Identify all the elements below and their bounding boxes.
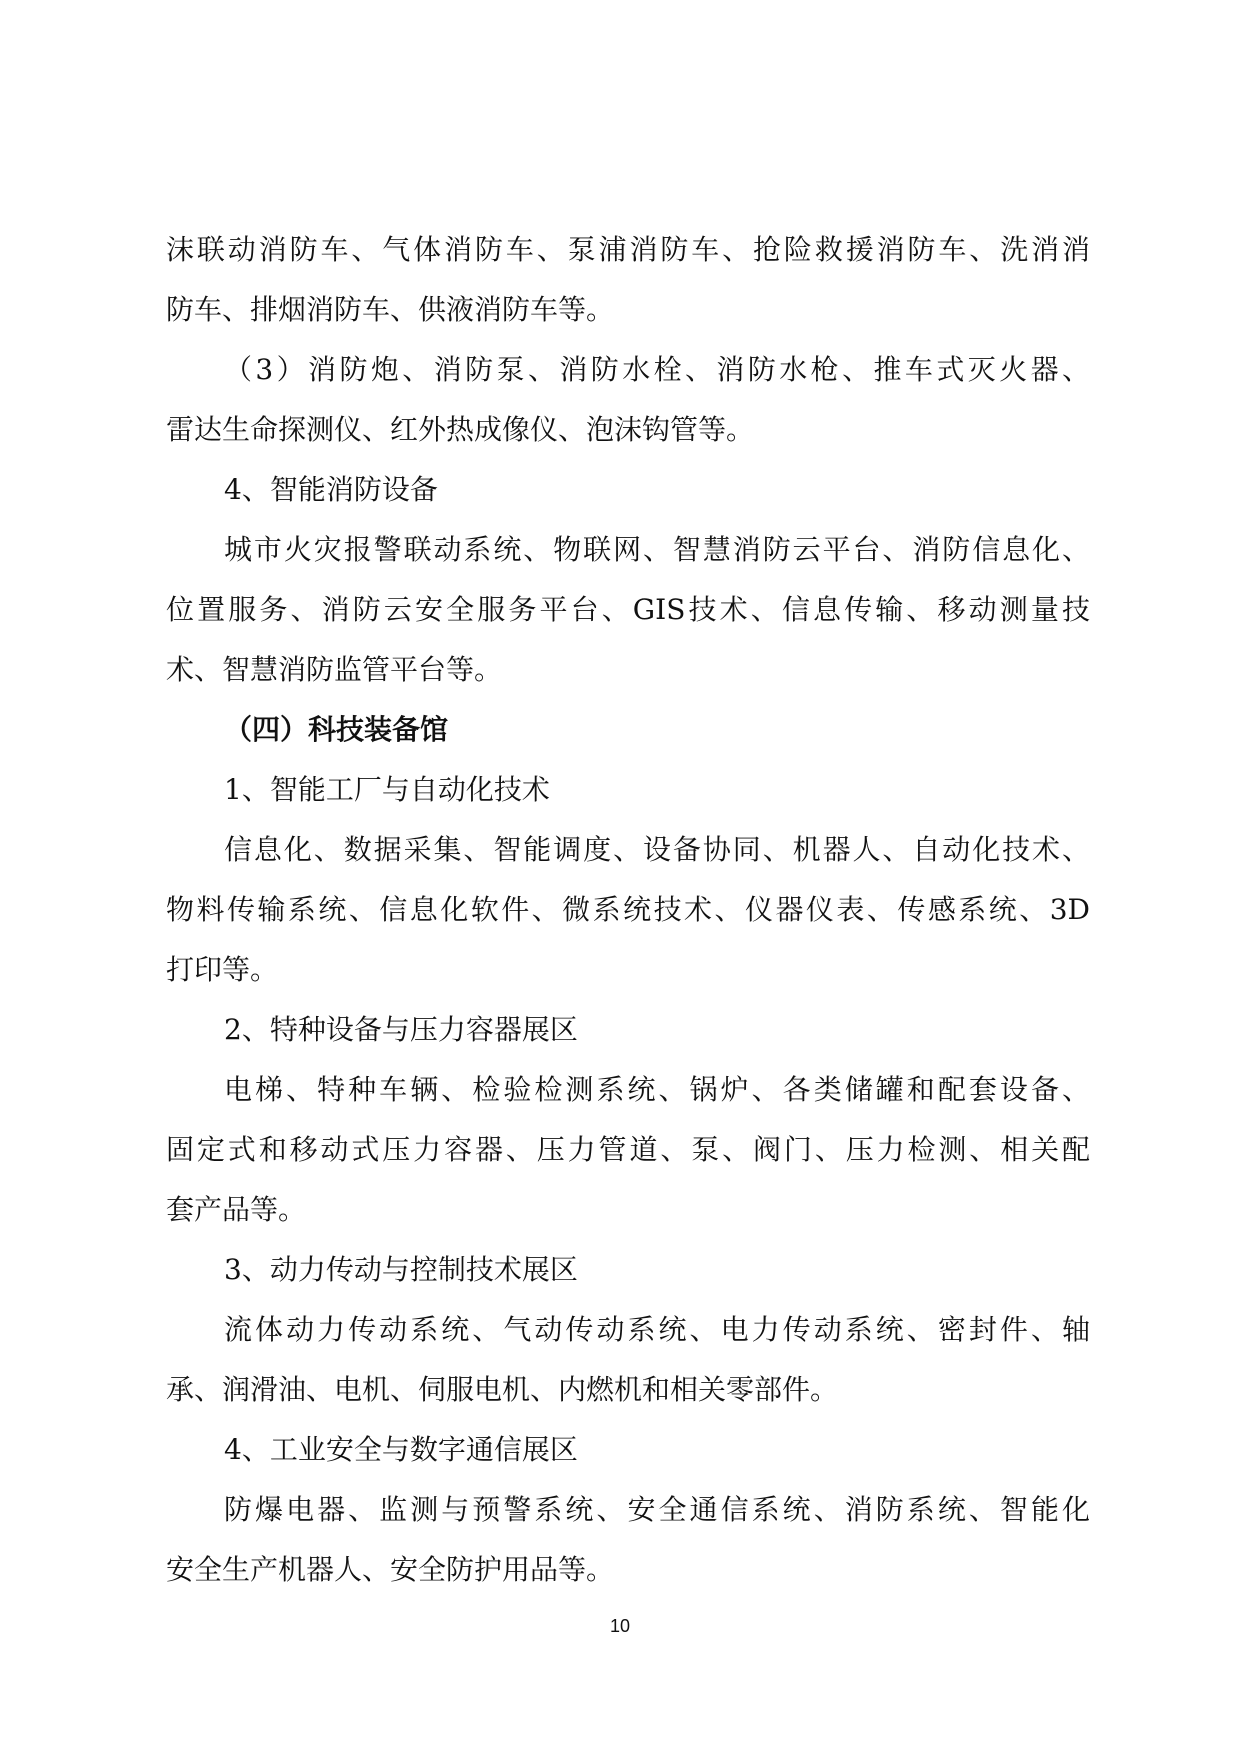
body-line: 承、润滑油、电机、伺服电机、内燃机和相关零部件。 — [166, 1373, 839, 1406]
body-line: 防车、排烟消防车、供液消防车等。 — [166, 293, 615, 326]
section-subheading: 4、智能消防设备 — [224, 473, 438, 506]
section-heading: （四）科技装备馆 — [224, 713, 449, 746]
body-line: 信息化、数据采集、智能调度、设备协同、机器人、自动化技术、 — [224, 833, 1090, 866]
section-subheading: 4、工业安全与数字通信展区 — [224, 1433, 578, 1466]
body-line: （3）消防炮、消防泵、消防水栓、消防水枪、推车式灭火器、 — [224, 353, 1090, 386]
body-line: 固定式和移动式压力容器、压力管道、泵、阀门、压力检测、相关配 — [166, 1133, 1090, 1166]
section-subheading: 3、动力传动与控制技术展区 — [224, 1253, 578, 1286]
body-line: 打印等。 — [166, 953, 279, 986]
body-line: 术、智慧消防监管平台等。 — [166, 653, 503, 686]
body-line: 雷达生命探测仪、红外热成像仪、泡沫钩管等。 — [166, 413, 755, 446]
section-subheading: 1、智能工厂与自动化技术 — [224, 773, 550, 806]
body-line: 城市火灾报警联动系统、物联网、智慧消防云平台、消防信息化、 — [224, 533, 1090, 566]
body-line: 安全生产机器人、安全防护用品等。 — [166, 1553, 615, 1586]
body-line: 流体动力传动系统、气动传动系统、电力传动系统、密封件、轴 — [224, 1313, 1090, 1346]
section-subheading: 2、特种设备与压力容器展区 — [224, 1013, 578, 1046]
body-line: 位置服务、消防云安全服务平台、GIS技术、信息传输、移动测量技 — [166, 593, 1090, 626]
body-line: 电梯、特种车辆、检验检测系统、锅炉、各类储罐和配套设备、 — [224, 1073, 1090, 1106]
body-line: 沫联动消防车、气体消防车、泵浦消防车、抢险救援消防车、洗消消 — [166, 233, 1090, 266]
page-number: 10 — [609, 1616, 631, 1636]
body-line: 防爆电器、监测与预警系统、安全通信系统、消防系统、智能化 — [224, 1493, 1090, 1526]
body-line: 物料传输系统、信息化软件、微系统技术、仪器仪表、传感系统、3D — [166, 893, 1090, 926]
body-line: 套产品等。 — [166, 1193, 307, 1226]
